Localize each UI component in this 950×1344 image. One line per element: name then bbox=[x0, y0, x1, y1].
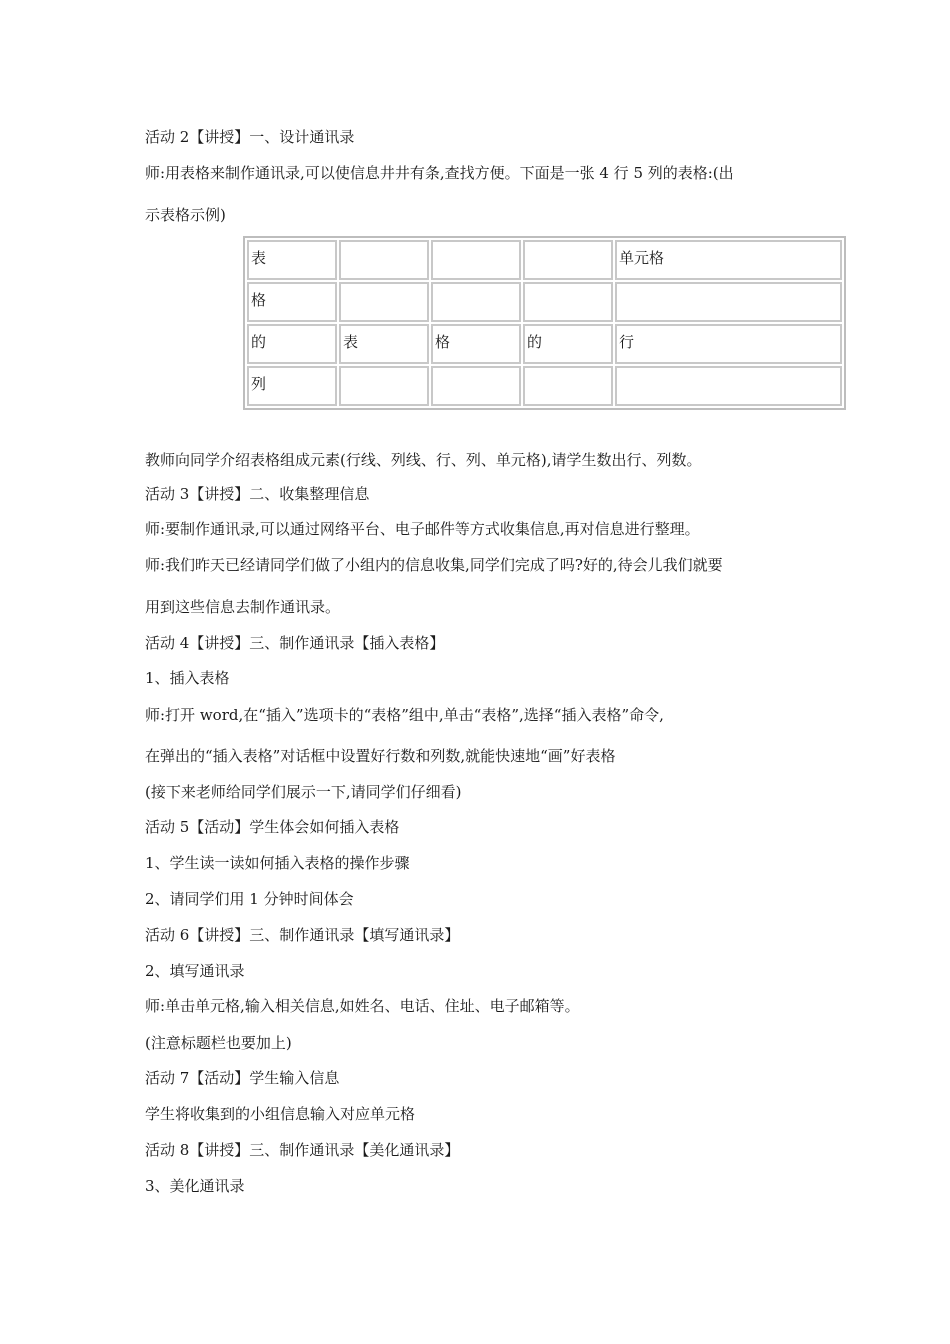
paragraph-line: 1、插入表格 bbox=[145, 669, 230, 687]
table-cell: 格 bbox=[247, 282, 337, 322]
table-cell bbox=[339, 282, 429, 322]
activity-5-heading: 活动 5【活动】学生体会如何插入表格 bbox=[145, 818, 400, 836]
table-cell: 的 bbox=[247, 324, 337, 364]
paragraph-line: (注意标题栏也要加上) bbox=[145, 1034, 292, 1052]
paragraph-line: 1、学生读一读如何插入表格的操作步骤 bbox=[145, 854, 410, 872]
paragraph-line: 2、填写通讯录 bbox=[145, 962, 245, 980]
paragraph-line: 示表格示例) bbox=[145, 206, 226, 224]
table-row bbox=[247, 282, 842, 322]
table-cell bbox=[523, 282, 613, 322]
activity-3-heading: 活动 3【讲授】二、收集整理信息 bbox=[145, 485, 370, 503]
paragraph-line: 师:要制作通讯录,可以通过网络平台、电子邮件等方式收集信息,再对信息进行整理。 bbox=[145, 520, 700, 538]
table-cell bbox=[339, 366, 429, 406]
paragraph-line: 师:用表格来制作通讯录,可以使信息井井有条,查找方便。下面是一张 4 行 5 列的表格:(出 bbox=[145, 164, 734, 182]
sample-table bbox=[243, 236, 846, 410]
table-row bbox=[247, 324, 842, 364]
paragraph-line: 师:我们昨天已经请同学们做了小组内的信息收集,同学们完成了吗?好的,待会儿我们就要 bbox=[145, 556, 723, 574]
table-cell: 的 bbox=[523, 324, 613, 364]
activity-7-heading: 活动 7【活动】学生输入信息 bbox=[145, 1069, 340, 1087]
paragraph-line: 在弹出的“插入表格”对话框中设置好行数和列数,就能快速地“画”好表格 bbox=[145, 747, 616, 765]
table-cell: 格 bbox=[431, 324, 521, 364]
table-row bbox=[247, 366, 842, 406]
table-cell bbox=[523, 366, 613, 406]
activity-6-heading: 活动 6【讲授】三、制作通讯录【填写通讯录】 bbox=[145, 926, 460, 944]
activity-2-heading: 活动 2【讲授】一、设计通讯录 bbox=[145, 128, 355, 146]
table-cell: 单元格 bbox=[615, 240, 842, 280]
paragraph-line: 2、请同学们用 1 分钟时间体会 bbox=[145, 890, 354, 908]
paragraph-line: 教师向同学介绍表格组成元素(行线、列线、行、列、单元格),请学生数出行、列数。 bbox=[145, 451, 702, 469]
paragraph-line: 师:单击单元格,输入相关信息,如姓名、电话、住址、电子邮箱等。 bbox=[145, 997, 580, 1015]
activity-4-heading: 活动 4【讲授】三、制作通讯录【插入表格】 bbox=[145, 634, 445, 652]
table-cell bbox=[431, 366, 521, 406]
paragraph-line: 用到这些信息去制作通讯录。 bbox=[145, 598, 341, 616]
table-cell: 表 bbox=[247, 240, 337, 280]
table-cell bbox=[523, 240, 613, 280]
table-cell bbox=[431, 282, 521, 322]
table-row bbox=[247, 240, 842, 280]
paragraph-line: 3、美化通讯录 bbox=[145, 1177, 245, 1195]
paragraph-line: 师:打开 word,在“插入”选项卡的“表格”组中,单击“表格”,选择“插入表格”命令, bbox=[145, 706, 664, 724]
table-cell bbox=[615, 366, 842, 406]
table-cell bbox=[431, 240, 521, 280]
table-cell: 表 bbox=[339, 324, 429, 364]
table-cell bbox=[615, 282, 842, 322]
table-cell bbox=[339, 240, 429, 280]
table-cell: 列 bbox=[247, 366, 337, 406]
paragraph-line: (接下来老师给同学们展示一下,请同学们仔细看) bbox=[145, 783, 462, 801]
table-cell: 行 bbox=[615, 324, 842, 364]
activity-8-heading: 活动 8【讲授】三、制作通讯录【美化通讯录】 bbox=[145, 1141, 460, 1159]
paragraph-line: 学生将收集到的小组信息输入对应单元格 bbox=[145, 1105, 416, 1123]
